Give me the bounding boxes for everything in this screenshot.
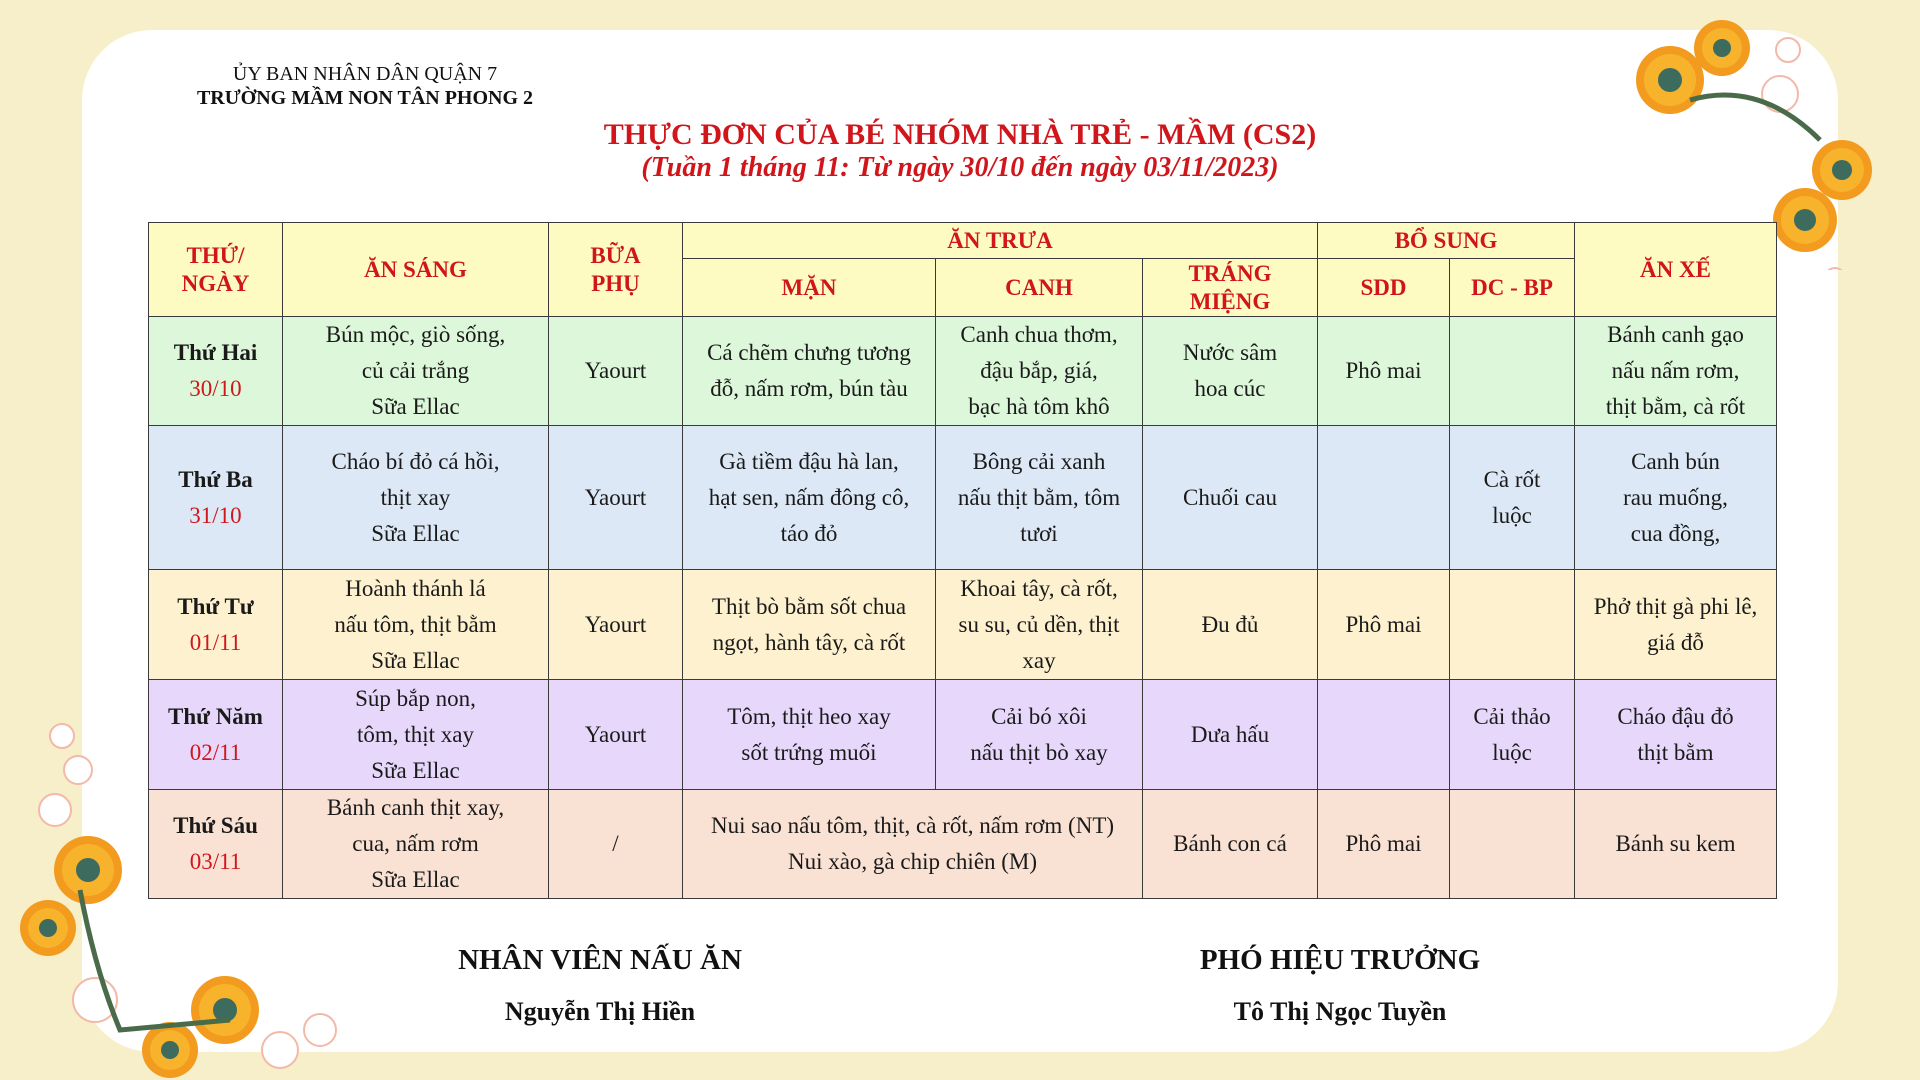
header-afternoon: ĂN XẾ [1575, 223, 1777, 317]
header-lunch-soup: CANH [936, 259, 1143, 317]
org-line-2: TRƯỜNG MẦM NON TÂN PHONG 2 [196, 87, 534, 109]
header-supp-sdd: SDD [1318, 259, 1450, 317]
day-date: 30/10 [189, 376, 242, 401]
menu-row [149, 680, 1777, 790]
signature-cook-name: Nguyễn Thị Hiền [504, 997, 696, 1026]
header-snack: BỮA PHỤ [549, 223, 683, 317]
snack-cell: / [549, 790, 683, 899]
day-name: Thứ Sáu [173, 813, 258, 838]
signature-cook [420, 944, 780, 1027]
signature-vp-name: Tô Thị Ngọc Tuyền [1233, 997, 1447, 1026]
day-cell [149, 570, 283, 680]
supp-sdd-cell [1318, 680, 1450, 790]
lunch-dessert-cell: Bánh con cá [1143, 790, 1318, 899]
lunch-soup-cell: Canh chua thơm, đậu bắp, giá, bạc hà tôm khô [936, 317, 1143, 426]
day-cell [149, 317, 283, 426]
breakfast-cell: Hoành thánh lá nấu tôm, thịt bằm Sữa Ellac [283, 570, 549, 680]
header-lunch: ĂN TRƯA [683, 223, 1318, 259]
day-name: Thứ Năm [168, 703, 263, 729]
lunch-dessert-cell: Chuối cau [1143, 426, 1318, 570]
breakfast-cell: Bánh canh thịt xay, cua, nấm rơm Sữa Ellac [283, 790, 549, 899]
supp-dcbp-cell: Cà rốt luộc [1450, 426, 1575, 570]
header-day: THỨ/ NGÀY [149, 223, 283, 317]
header-breakfast: ĂN SÁNG [283, 223, 549, 317]
day-name: Thứ Ba [178, 466, 253, 492]
day-date: 31/10 [189, 502, 242, 528]
day-date: 02/11 [189, 739, 242, 765]
breakfast-cell: Cháo bí đỏ cá hồi, thịt xay Sữa Ellac [283, 426, 549, 570]
menu-table [148, 222, 1777, 899]
lunch-salty-cell: Cá chẽm chưng tương đỗ, nấm rơm, bún tàu [683, 317, 936, 426]
day-date: 03/11 [189, 849, 242, 874]
snack-cell: Yaourt [549, 680, 683, 790]
afternoon-cell: Phở thịt gà phi lê, giá đỗ [1575, 570, 1777, 680]
signature-cook-role: NHÂN VIÊN NẤU ĂN [458, 944, 742, 976]
lunch-soup-cell: Khoai tây, cà rốt, su su, củ dền, thịt xay [936, 570, 1143, 680]
menu-row [149, 317, 1777, 426]
supp-sdd-cell: Phô mai [1318, 790, 1450, 899]
afternoon-cell: Bánh canh gạo nấu nấm rơm, thịt bằm, cà rốt [1575, 317, 1777, 426]
lunch-merged-cell: Nui sao nấu tôm, thịt, cà rốt, nấm rơm (NT) Nui xào, gà chip chiên (M) [683, 790, 1143, 899]
snack-cell: Yaourt [549, 426, 683, 570]
day-name: Thứ Hai [173, 340, 258, 365]
supp-dcbp-cell: Cải thảo luộc [1450, 680, 1575, 790]
menu-row [149, 790, 1777, 899]
menu-row [149, 426, 1777, 570]
day-cell [149, 426, 283, 570]
day-cell [149, 790, 283, 899]
menu-row [149, 570, 1777, 680]
header-supp-dcbp: DC - BP [1450, 259, 1575, 317]
afternoon-cell: Cháo đậu đỏ thịt bằm [1575, 680, 1777, 790]
org-line-1: ỦY BAN NHÂN DÂN QUẬN 7 [232, 63, 498, 85]
snack-cell: Yaourt [549, 317, 683, 426]
lunch-soup-cell: Cải bó xôi nấu thịt bò xay [936, 680, 1143, 790]
afternoon-cell: Bánh su kem [1575, 790, 1777, 899]
lunch-salty-cell: Thịt bò bằm sốt chua ngọt, hành tây, cà rốt [683, 570, 936, 680]
supp-sdd-cell: Phô mai [1318, 570, 1450, 680]
lunch-dessert-cell: Nước sâm hoa cúc [1143, 317, 1318, 426]
lunch-dessert-cell: Đu đủ [1143, 570, 1318, 680]
supp-dcbp-cell [1450, 570, 1575, 680]
header-lunch-dessert: TRÁNG MIỆNG [1143, 259, 1318, 317]
breakfast-cell: Bún mộc, giò sống, củ cải trắng Sữa Ellac [283, 317, 549, 426]
supp-sdd-cell [1318, 426, 1450, 570]
lunch-salty-cell: Tôm, thịt heo xay sốt trứng muối [683, 680, 936, 790]
day-name: Thứ Tư [177, 593, 254, 619]
afternoon-cell: Canh bún rau muống, cua đồng, [1575, 426, 1777, 570]
signature-vp-role: PHÓ HIỆU TRƯỞNG [1199, 944, 1481, 976]
day-cell [149, 680, 283, 790]
page-subtitle: (Tuần 1 tháng 11: Từ ngày 30/10 đến ngày 03/11/2023) [641, 152, 1279, 183]
supp-dcbp-cell [1450, 790, 1575, 899]
organization-header [185, 62, 545, 110]
lunch-dessert-cell: Dưa hấu [1143, 680, 1318, 790]
page-title: THỰC ĐƠN CỦA BÉ NHÓM NHÀ TRẺ - MẦM (CS2) [603, 118, 1317, 151]
header-lunch-salty: MẶN [683, 259, 936, 317]
signature-vice-principal [1160, 944, 1520, 1027]
snack-cell: Yaourt [549, 570, 683, 680]
day-date: 01/11 [189, 629, 242, 655]
supp-sdd-cell: Phô mai [1318, 317, 1450, 426]
supp-dcbp-cell [1450, 317, 1575, 426]
breakfast-cell: Súp bắp non, tôm, thịt xay Sữa Ellac [283, 680, 549, 790]
header-supplement: BỔ SUNG [1318, 223, 1575, 259]
lunch-soup-cell: Bông cải xanh nấu thịt bằm, tôm tươi [936, 426, 1143, 570]
lunch-salty-cell: Gà tiềm đậu hà lan, hạt sen, nấm đông cô, táo đỏ [683, 426, 936, 570]
